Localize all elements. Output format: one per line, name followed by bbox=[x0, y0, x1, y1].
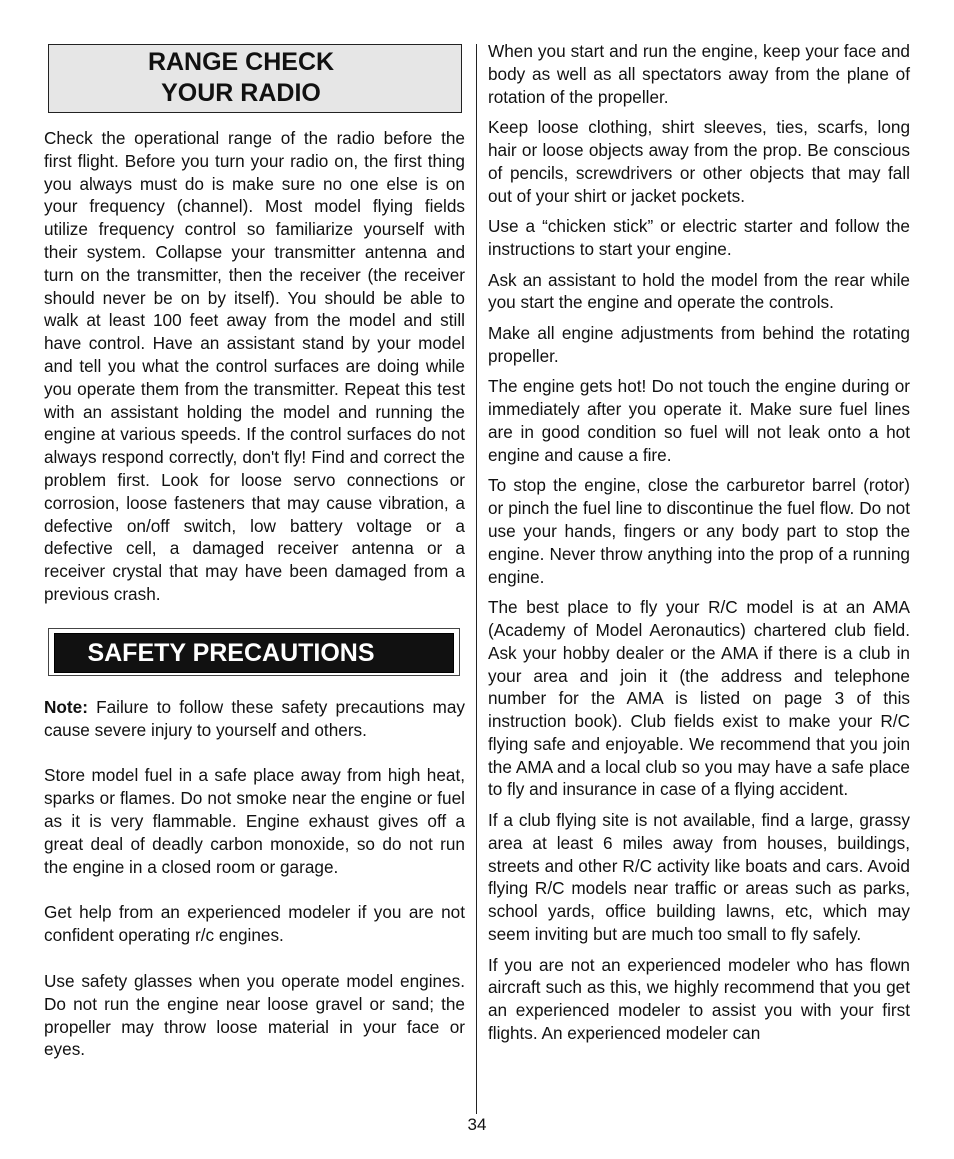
safety-heading: SAFETY PRECAUTIONS bbox=[87, 638, 375, 667]
right-paragraph: The engine gets hot! Do not touch the engine during or immediately after you operate it. Make sure fuel lines are in good condition so fuel will not leak onto a hot engine and cause a fire. bbox=[488, 376, 910, 465]
right-paragraph: When you start and run the engine, keep your face and body as well as all spectators away from the plane of rotation of the propeller. bbox=[488, 41, 910, 107]
right-column bbox=[488, 40, 910, 1045]
right-paragraph: If you are not an experienced modeler who has flown aircraft such as this, we highly recommend that you get an experienced modeler to assist you with your first flights. An experienced modeler can bbox=[488, 954, 910, 1044]
safety-paragraph: Use safety glasses when you operate model engines. Do not run the engine near loose gravel or sand; the propeller may throw loose material in your face or eyes. bbox=[44, 970, 465, 1060]
safety-paragraph: Store model fuel in a safe place away from high heat, sparks or flames. Do not smoke near the engine or fuel as it is very flammable. Engine exhaust gives off a great deal of deadly carbon monoxide, so do not run the engine in a closed room or garage. bbox=[44, 765, 465, 877]
safety-paragraph: Get help from an experienced modeler if you are not confident operating r/c engines. bbox=[44, 902, 465, 946]
left-column bbox=[44, 44, 465, 1061]
safety-note-label: Note: bbox=[44, 696, 88, 717]
right-paragraph: Ask an assistant to hold the model from the rear while you start the engine and operate the controls. bbox=[488, 269, 910, 313]
range-check-heading-line1: RANGE CHECK bbox=[147, 48, 335, 76]
right-paragraph: If a club flying site is not available, find a large, grassy area at least 6 miles away from houses, buildings, streets and other R/C activity like boats and cars. Avoid flying R/C models near traffic or areas such as parks, school yards, office building lawns, etc, which may seem inviting but are much too small to fly safely. bbox=[488, 810, 910, 945]
safety-note bbox=[44, 696, 465, 742]
right-paragraph: Use a “chicken stick” or electric starter and follow the instructions to start your engine. bbox=[488, 216, 910, 259]
right-paragraph: To stop the engine, close the carburetor barrel (rotor) or pinch the fuel line to discontinue the fuel flow. Do not use your hands, fingers or any body part to stop the engine. Never throw anything into the prop of a running engine. bbox=[488, 475, 910, 587]
range-check-heading bbox=[49, 47, 461, 109]
range-check-heading-line2: YOUR RADIO bbox=[161, 79, 321, 107]
safety-heading-box bbox=[48, 628, 460, 676]
safety-note-text: Failure to follow these safety precautions may cause severe injury to yourself and others. bbox=[44, 696, 465, 740]
range-check-body: Check the operational range of the radio before the first flight. Before you turn your radio on, the first thing you always must do is make sure no one else is on your frequency (channel). Most model flying fields utilize frequency control so familiarize yourself with their system. Collapse your transmitter antenna and turn on the transmitter, then the receiver (the receiver should never be on by itself). You should be able to walk at least 100 feet away from the model and still have control. Have an assistant stand by your model and tell you what the control surfaces are doing while you operate them from the transmitter. Repeat this test with an assistant holding the model and running the engine at various speeds. If the control surfaces do not always respond correctly, don't fly! Find and correct the problem first. Look for loose servo connections or corrosion, loose fasteners that may cause vibration, a defective on/off switch, low battery voltage or a defective cell, a damaged receiver antenna or a receiver crystal that may have been damaged from a previous crash. bbox=[44, 128, 465, 604]
page-number: 34 bbox=[467, 1115, 487, 1134]
right-paragraph: The best place to fly your R/C model is at an AMA (Academy of Model Aeronautics) chartered club field. Ask your hobby dealer or the AMA if there is a club in your area and join it (the address and telephone number for the AMA is listed on page 3 of this instruction book). Club fields exist to make your R/C flying safe and enjoyable. We recommend that you join the AMA and a local club so you may have a safe place to fly and insurance in case of a flying accident. bbox=[488, 597, 910, 800]
right-paragraph: Keep loose clothing, shirt sleeves, ties, scarfs, long hair or loose objects away from the prop. Be conscious of pencils, screwdrivers or other objects that may fall out of your shirt or jacket pockets. bbox=[488, 117, 910, 206]
column-divider bbox=[476, 44, 477, 1114]
range-check-heading-box bbox=[48, 44, 462, 113]
right-paragraph: Make all engine adjustments from behind the rotating propeller. bbox=[488, 322, 910, 366]
